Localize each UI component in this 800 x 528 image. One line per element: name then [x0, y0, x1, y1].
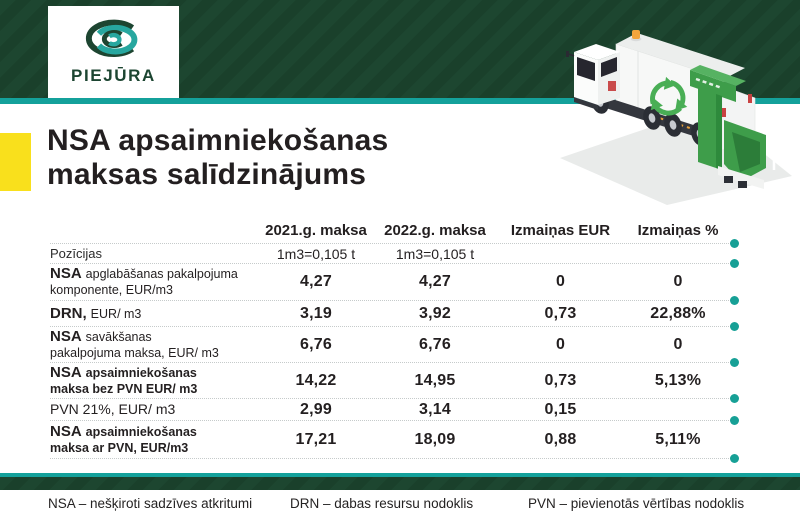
table-row: NSA savākšanas pakalpojuma maksa, EUR/ m3 6,76 6,76 0 0	[50, 327, 735, 363]
col-header-2022: 2022.g. maksa	[384, 222, 486, 239]
col-header-change-pct: Izmaiņas %	[637, 222, 719, 239]
table-row-total-incl-vat: NSA apsaimniekošanas maksa ar PVN, EUR/m3 17,21 18,09 0,88 5,11%	[50, 421, 735, 459]
table-row: NSA apglabāšanas pakalpojuma komponente, EUR/m3 4,27 4,27 0 0	[50, 264, 735, 301]
unit-2021: 1m3=0,105 t	[276, 245, 356, 262]
definition-pvn: PVN – pievienotās vērtības nodoklis	[528, 496, 745, 511]
footer-banner	[0, 477, 800, 490]
table-row: DRN, EUR/ m3 3,19 3,92 0,73 22,88%	[50, 301, 735, 327]
brand-logo-card	[48, 6, 179, 98]
page-title	[47, 124, 607, 192]
col-header-2021: 2021.g. maksa	[265, 222, 367, 239]
brand-name: PIEJŪRA	[71, 66, 156, 85]
col-header-change-eur: Izmaiņas EUR	[510, 222, 611, 239]
table-unit-row	[50, 244, 735, 264]
definition-nsa: NSA – nešķiroti sadzīves atkritumi	[48, 496, 253, 511]
unit-2022: 1m3=0,105 t	[395, 245, 475, 262]
page-title-line1: NSA apsaimniekošanas	[47, 124, 389, 157]
table-row-total-excl-vat: NSA apsaimniekošanas maksa bez PVN EUR/ m3 14,22 14,95 0,73 5,13%	[50, 363, 735, 399]
table-row-vat: PVN 21%, EUR/ m3 2,99 3,14 0,15	[50, 399, 735, 421]
table-header-row	[50, 218, 735, 244]
garbage-truck-illustration	[552, 8, 792, 208]
definition-drn: DRN – dabas resursu nodoklis	[290, 496, 474, 511]
positions-label: Pozīcijas	[50, 246, 103, 261]
page-title-line2: maksas salīdzinājums	[47, 158, 367, 191]
title-yellow-accent	[0, 133, 31, 191]
piejura-swirl-logo-icon	[81, 18, 147, 65]
fee-comparison-table	[50, 218, 735, 459]
